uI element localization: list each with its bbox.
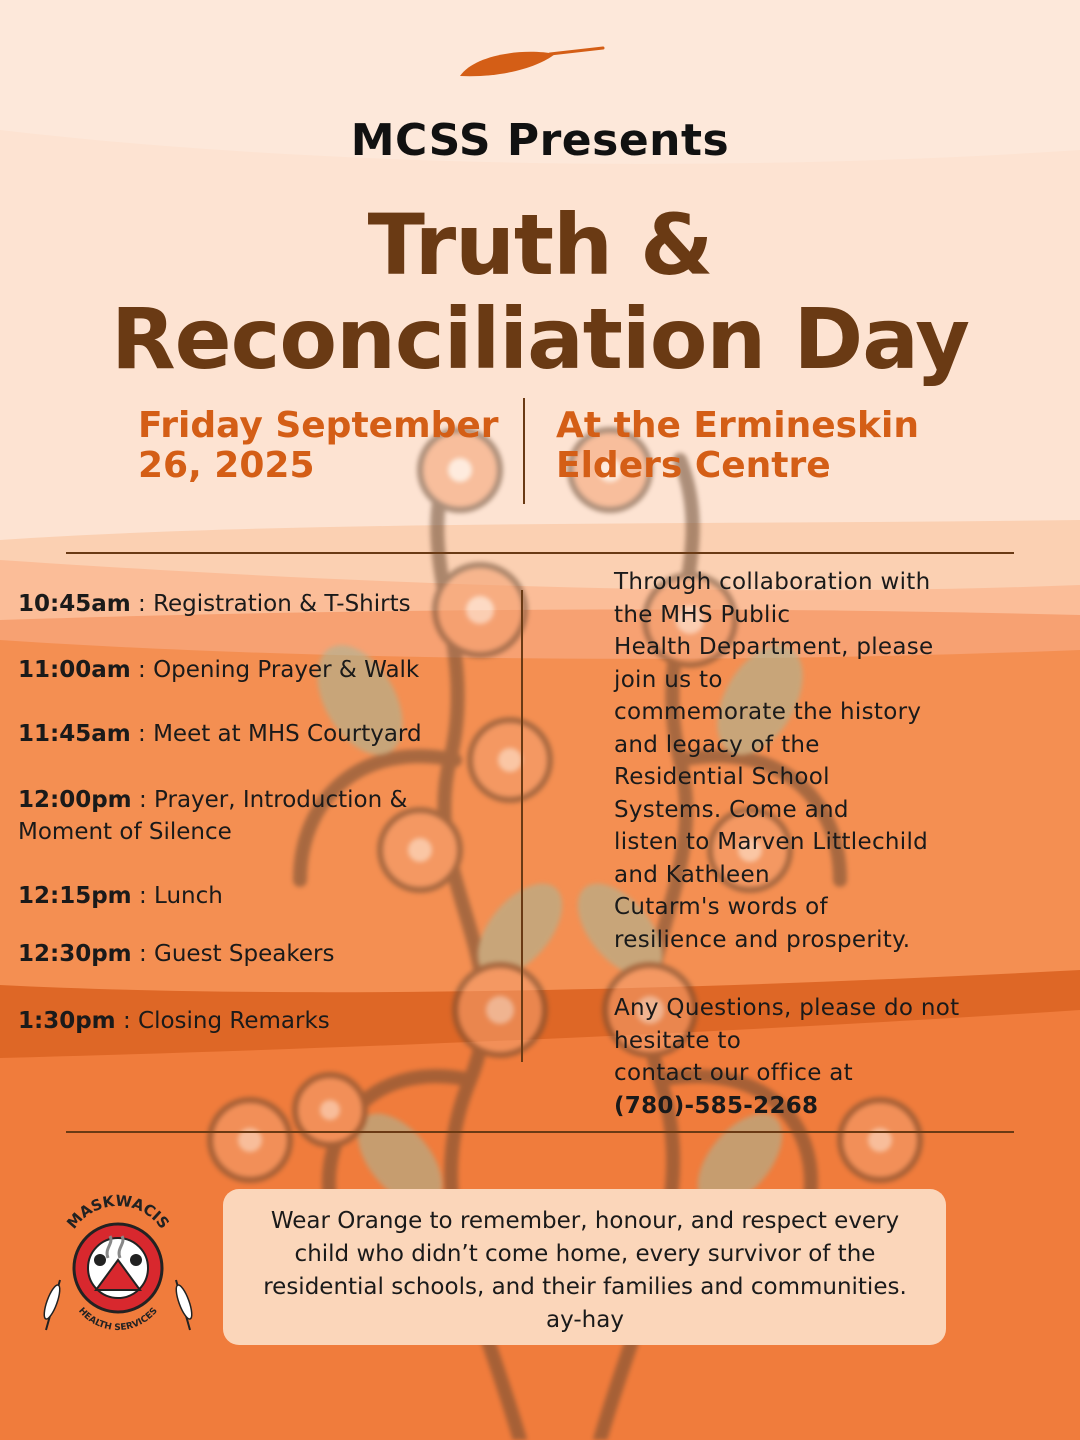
event-date <box>138 406 508 486</box>
description-line: Residential School <box>614 764 830 790</box>
schedule-sep: : <box>130 721 154 747</box>
event-date-line1: Friday September <box>138 405 499 446</box>
feather-icon <box>455 44 605 80</box>
schedule-item <box>18 1005 518 1037</box>
contact-phone: (780)-585-2268 <box>614 1092 819 1119</box>
event-date-line2: 26, 2025 <box>138 445 315 486</box>
contact-info <box>614 992 1064 1122</box>
schedule-activity: Registration & T-Shirts <box>153 591 411 617</box>
schedule-activity: Prayer, Introduction & Moment of Silence <box>18 787 408 845</box>
schedule-sep: : <box>131 787 155 813</box>
schedule-sep: : <box>130 657 154 683</box>
schedule-sep: : <box>131 941 155 967</box>
description-line: Systems. Come and <box>614 796 849 823</box>
description-line: listen to Marven Littlechild <box>614 829 929 855</box>
message-line: child who didn’t come home, every survivor of the <box>294 1241 876 1267</box>
contact-line: contact our office at <box>614 1060 853 1086</box>
description-line: the MHS Public <box>614 601 791 628</box>
schedule-time: 11:45am <box>18 721 131 747</box>
schedule-time: 11:00am <box>18 657 131 683</box>
contact-line: hesitate to <box>614 1027 742 1054</box>
contact-line: Any Questions, please do not <box>614 995 960 1021</box>
description-line: Health Department, please <box>614 634 934 660</box>
event-venue-line1: At the Ermineskin <box>556 405 919 446</box>
message-line: residential schools, and their families and communities. <box>263 1274 907 1300</box>
description-line: join us to <box>614 666 723 693</box>
message-text <box>230 1205 940 1337</box>
description-line: Cutarm's words of <box>614 894 828 920</box>
schedule-item <box>18 880 518 912</box>
schedule-sep: : <box>115 1008 139 1034</box>
schedule-activity: Closing Remarks <box>138 1008 330 1034</box>
page-title-line1: Truth & <box>367 196 713 294</box>
event-venue-line2: Elders Centre <box>556 445 831 486</box>
schedule-item <box>18 938 518 970</box>
top-divider <box>66 552 1014 554</box>
bottom-divider <box>66 1131 1014 1133</box>
schedule-divider <box>521 590 523 1062</box>
schedule-activity: Lunch <box>154 883 223 909</box>
description-line: Through collaboration with <box>614 569 931 595</box>
description-line: and legacy of the <box>614 731 820 758</box>
schedule-time: 12:15pm <box>18 883 132 909</box>
schedule-time: 10:45am <box>18 591 131 617</box>
message-line: ay-hay <box>546 1307 624 1333</box>
schedule-item <box>18 654 518 686</box>
schedule-sep: : <box>130 591 154 617</box>
page-title-line2: Reconciliation Day <box>110 290 970 388</box>
schedule-activity: Guest Speakers <box>154 941 335 967</box>
event-venue <box>556 406 976 486</box>
schedule-time: 12:00pm <box>18 787 132 813</box>
schedule-time: 12:30pm <box>18 941 132 967</box>
schedule-activity: Opening Prayer & Walk <box>153 657 420 683</box>
event-description <box>614 566 1064 956</box>
logo-bottom-textpath: HEALTH SERVICES <box>76 1306 160 1334</box>
logo-top-textpath: MASKWACIS <box>63 1191 173 1233</box>
schedule-time: 1:30pm <box>18 1008 116 1034</box>
message-line: Wear Orange to remember, honour, and respect every <box>270 1208 900 1234</box>
date-venue-divider <box>523 398 525 504</box>
schedule-sep: : <box>131 883 155 909</box>
schedule-activity: Meet at MHS Courtyard <box>153 721 422 747</box>
maskwacis-health-services-logo <box>38 1180 198 1340</box>
schedule-item <box>18 784 448 848</box>
presents-label: MCSS Presents <box>350 115 730 166</box>
description-line: and Kathleen <box>614 861 770 888</box>
description-line: commemorate the history <box>614 699 922 725</box>
schedule-item <box>18 718 518 750</box>
description-line: resilience and prosperity. <box>614 926 911 953</box>
schedule-item <box>18 588 518 620</box>
